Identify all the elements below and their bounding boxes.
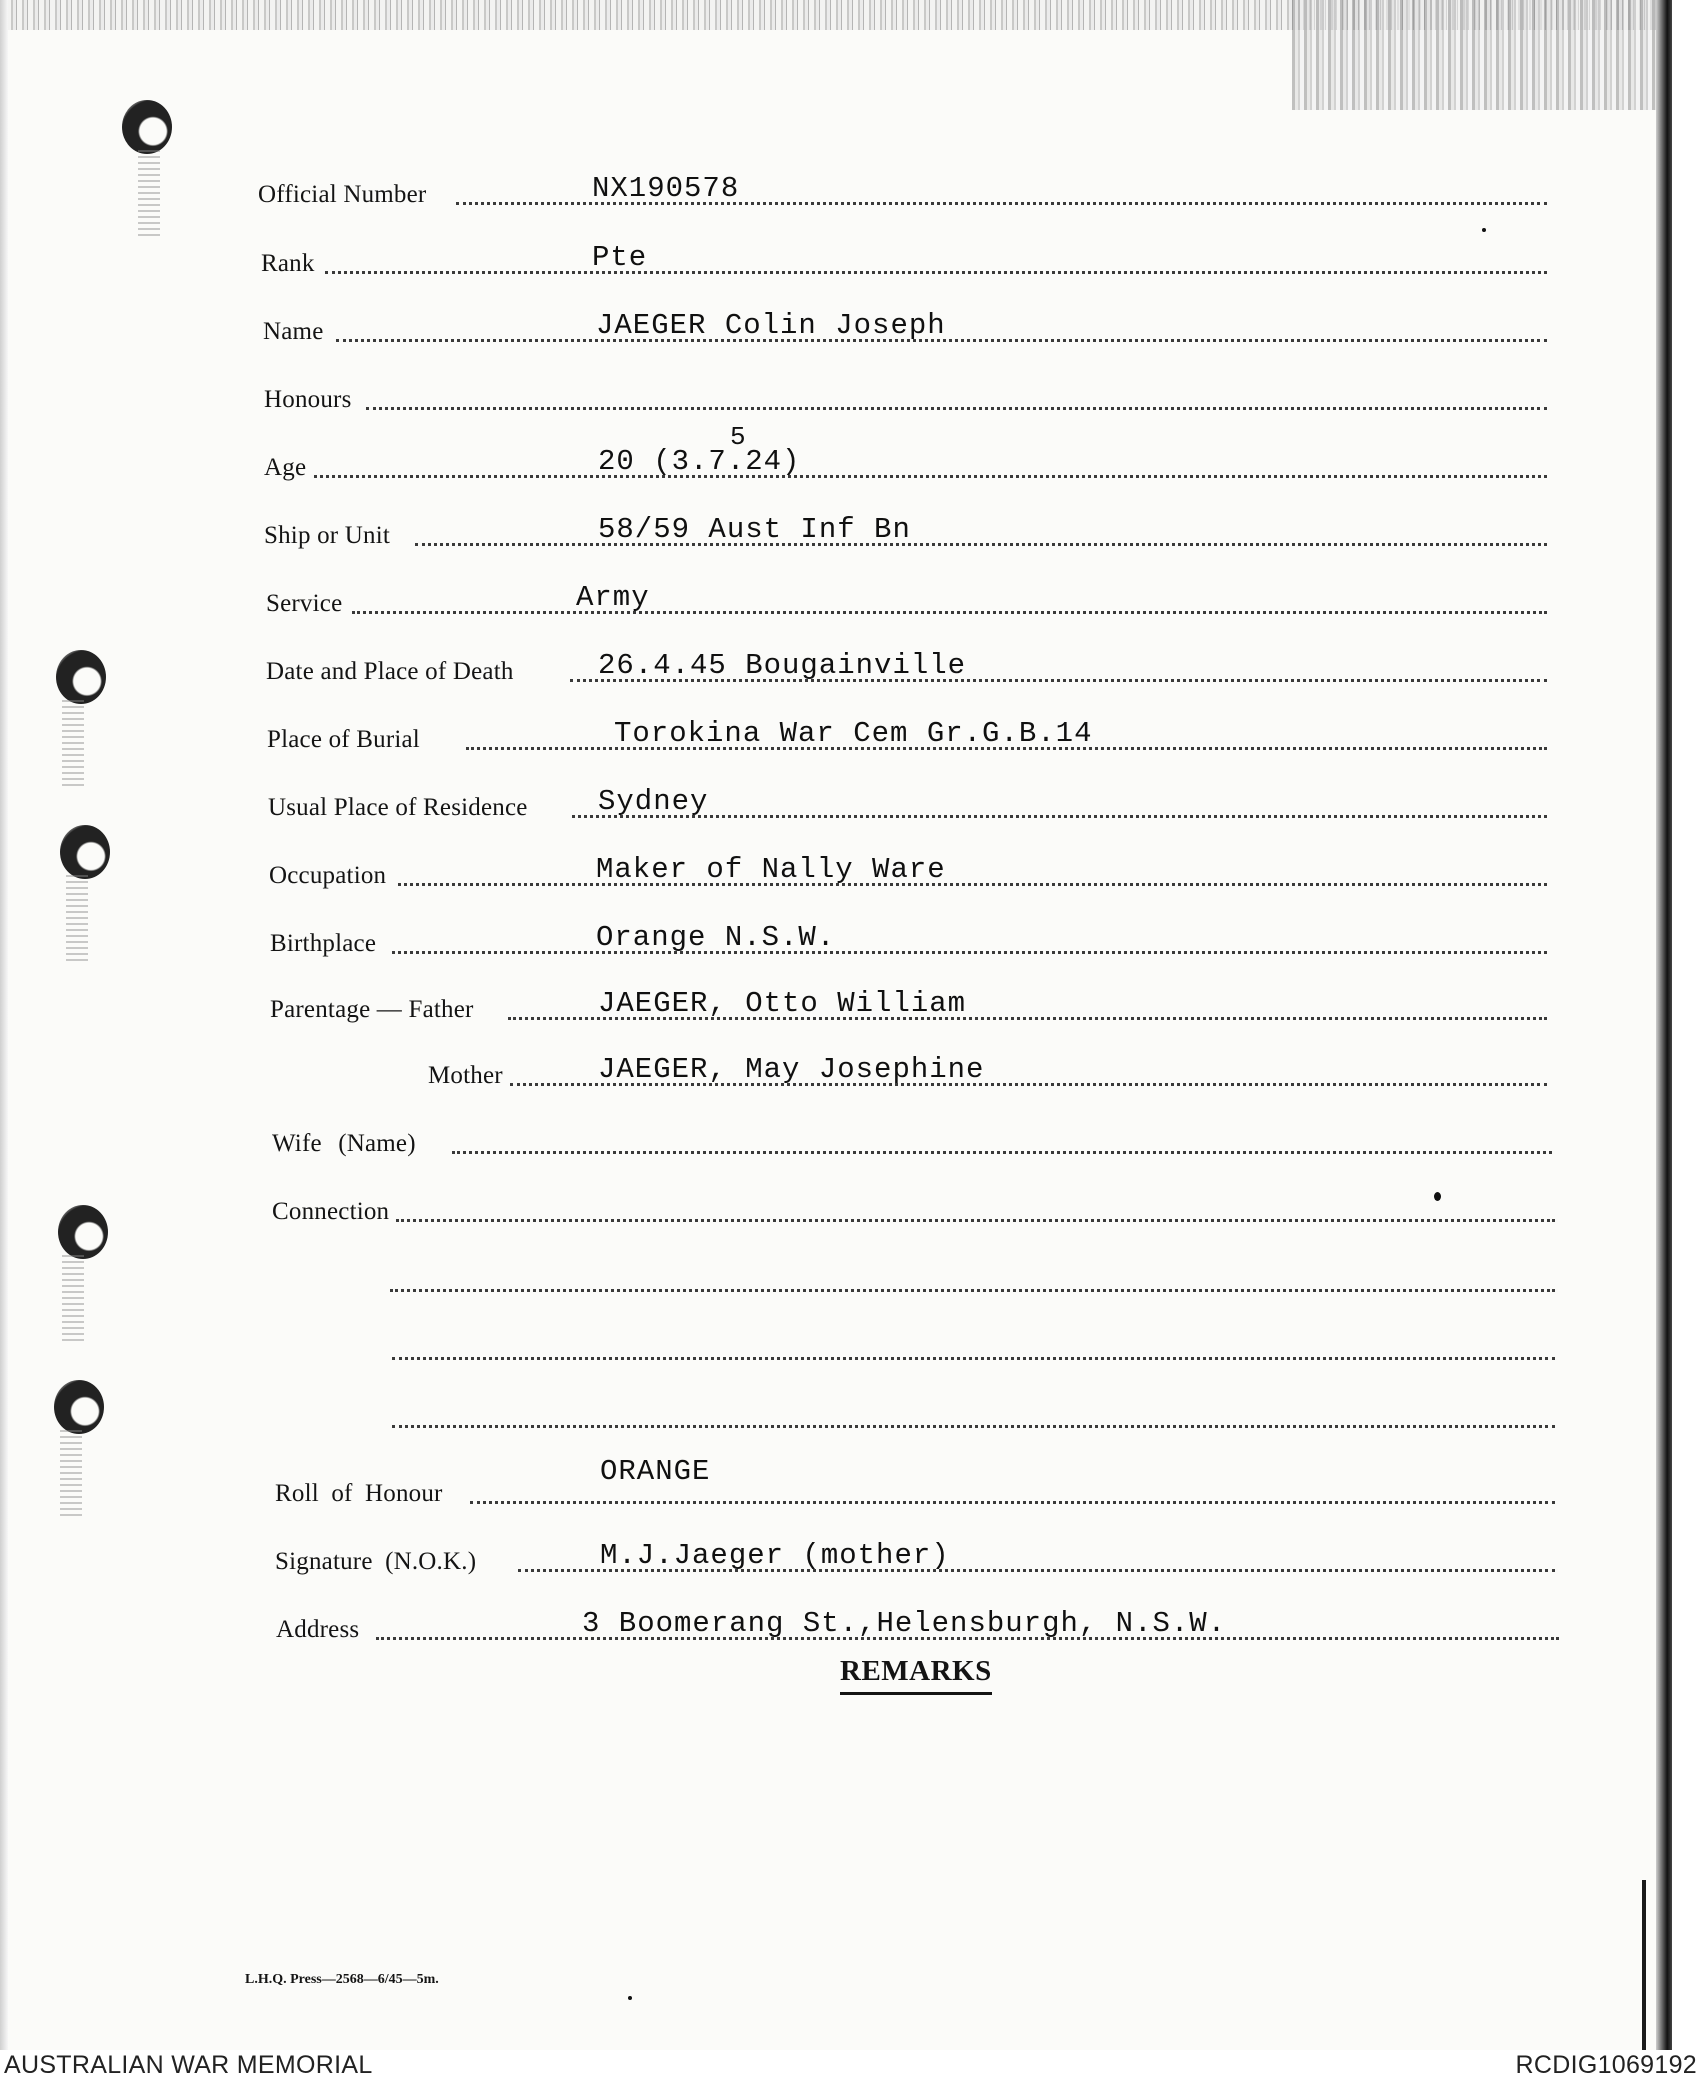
field-parentage-mother (0, 1038, 1672, 1098)
field-address (0, 1592, 1672, 1652)
field-label: Wife (Name) (272, 1130, 416, 1157)
field-date-place-of-death (0, 634, 1672, 694)
field-value: Orange N.S.W. (596, 921, 836, 954)
field-label: Place of Burial (267, 726, 420, 753)
field-label: Occupation (269, 862, 387, 889)
field-signature-nok (0, 1524, 1672, 1584)
field-connection (0, 1174, 1672, 1234)
age-correction: 5 (730, 422, 746, 452)
field-label: Service (266, 590, 343, 617)
field-label: Signature (N.O.K.) (275, 1548, 477, 1575)
field-dotted-line (398, 883, 1547, 886)
field-value: M.J.Jaeger (mother) (600, 1539, 950, 1572)
field-dotted-line (392, 951, 1547, 954)
field-official-number (0, 157, 1672, 217)
field-occupation (0, 838, 1672, 898)
field-value: NX190578 (592, 172, 740, 205)
field-birthplace (0, 906, 1672, 966)
field-value: JAEGER, May Josephine (598, 1053, 985, 1086)
field-dotted-line (572, 815, 1547, 818)
field-label: Usual Place of Residence (268, 794, 528, 821)
field-value: JAEGER, Otto William (598, 987, 967, 1020)
field-value: ORANGE (600, 1455, 711, 1488)
field-label: Birthplace (270, 930, 377, 957)
field-wife (0, 1106, 1672, 1166)
field-label: Date and Place of Death (266, 658, 514, 685)
field-label: Ship or Unit (264, 522, 391, 549)
field-label: Mother (428, 1062, 503, 1089)
footer-record-id: RCDIG1069192 (1515, 2051, 1697, 2079)
field-usual-residence (0, 770, 1672, 830)
field-label: Rank (261, 250, 315, 277)
field-dotted-line (415, 543, 1547, 546)
connection-line-2 (0, 1244, 1672, 1304)
field-value: Sydney (598, 785, 709, 818)
field-dotted-line (352, 611, 1547, 614)
field-dotted-line (366, 407, 1547, 410)
field-value: 26.4.45 Bougainville (598, 649, 967, 682)
ink-speck (628, 1996, 632, 2000)
field-dotted-line (392, 1357, 1555, 1360)
field-label: Official Number (258, 181, 427, 208)
field-roll-of-honour (0, 1456, 1672, 1516)
field-parentage-father (0, 972, 1672, 1032)
field-value: JAEGER Colin Joseph (596, 309, 946, 342)
field-label: Name (263, 318, 324, 345)
field-label: Honours (264, 386, 352, 413)
field-value: Maker of Nally Ware (596, 853, 946, 886)
connection-line-4 (0, 1380, 1672, 1440)
footer-source: AUSTRALIAN WAR MEMORIAL (4, 2051, 373, 2079)
field-value: 3 Boomerang St.,Helensburgh, N.S.W. (582, 1607, 1227, 1640)
field-place-of-burial (0, 702, 1672, 762)
field-value: Army (576, 581, 650, 614)
field-label: Connection (272, 1198, 390, 1225)
field-honours (0, 362, 1672, 422)
punch-hole-1 (122, 100, 172, 154)
field-dotted-line (470, 1501, 1555, 1504)
field-value: Pte (592, 241, 648, 274)
field-dotted-line (396, 1219, 1555, 1222)
field-label: Parentage — Father (270, 996, 474, 1023)
field-value: 20 (3.7.24) (598, 445, 801, 478)
remarks-heading: REMARKS (840, 1655, 992, 1695)
connection-line-3 (0, 1312, 1672, 1372)
field-dotted-line (392, 1425, 1555, 1428)
scan-edge-mark (1642, 1880, 1646, 2050)
field-name (0, 294, 1672, 354)
field-label: Address (276, 1616, 360, 1643)
printer-imprint: L.H.Q. Press—2568—6/45—5m. (245, 1972, 439, 1987)
field-service (0, 566, 1672, 626)
field-dotted-line (452, 1151, 1552, 1154)
field-label: Roll of Honour (275, 1480, 443, 1507)
field-dotted-line (325, 271, 1547, 274)
scan-edge-top-right (1292, 0, 1672, 110)
field-value: Torokina War Cem Gr.G.B.14 (614, 717, 1093, 750)
field-value: 58/59 Aust Inf Bn (598, 513, 911, 546)
field-rank (0, 226, 1672, 286)
field-dotted-line (314, 475, 1547, 478)
field-dotted-line (390, 1289, 1555, 1292)
field-label: Age (264, 454, 307, 481)
field-ship-or-unit (0, 498, 1672, 558)
field-age (0, 422, 1672, 490)
